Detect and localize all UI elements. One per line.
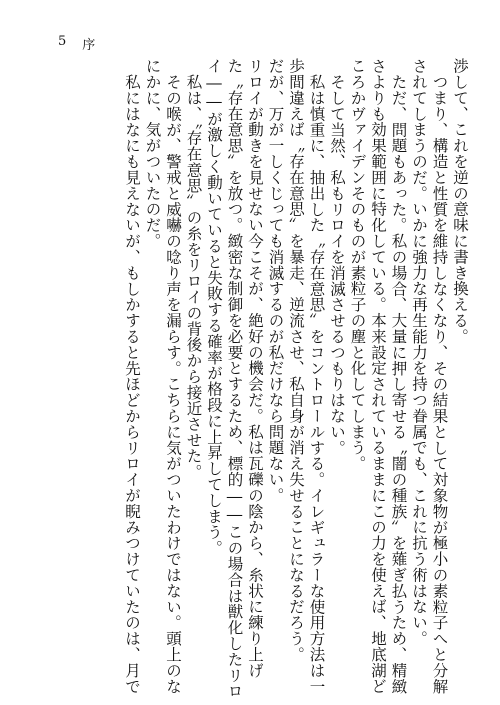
text-column: リロイが動きを見せない今こそが、絶好の機会だ。私は瓦礫の陰から、糸状に練り上げ [246,58,264,679]
text-column: さよりも効果範囲に特化している。本来設定されているままにこの力を使えば、地底湖ど [369,58,387,694]
text-column: にかに、気がついたのだ。 [143,58,162,249]
text-column: だが、万が一しくじっても消滅するのが私だけなら問題ない。 [266,58,285,504]
text-column: イ――が激しく動いていると失敗する確率が格段に上昇してしまう。 [205,58,223,556]
text-column: 私にはなにも見えないが、もしかすると先ほどからリロイが睨みつけていたのは、月で [123,73,141,694]
text-column: ころかヴァイデンそのものが素粒子の塵と化してしまう。 [348,58,367,472]
running-header [58,34,97,53]
text-column: 歩間違えば〝存在意思〟を暴走、逆流させ、私自身が消え失せることになるだろう。 [287,58,305,663]
text-column: 渉して、これを逆の意味に書き換える。 [451,58,469,345]
text-column: 私は慎重に、抽出した〝存在意思〟をコントロールする。イレギュラーな使用方法は一 [307,73,326,694]
text-column: その喉が、警戒と威嚇の唸り声を漏らす。こちらに気がついたわけではない。頭上のな [164,73,182,694]
chapter-title: 序 [82,38,98,53]
text-column: つまり、構造と性質を維持しなくなり、その結果として対象物が極小の素粒子へと分解 [430,73,449,694]
vertical-text-body [122,58,471,699]
text-column: ただ、問題もあった。私の場合、大量に押し寄せる〝闇の種族〟を薙ぎ払うため、精緻 [389,73,408,694]
page-number: 5 [58,34,69,49]
text-column: されてしまうのだ。いかに強力な再生能力を持つ眷属でも、これに抗う術はない。 [410,58,428,647]
text-column: た〝存在意思〟を放つ。緻密な制御を必要とするため、標的――この場合は獣化したリロ [225,58,244,699]
text-column: そして当然、私もリロイを消滅させるつもりはない。 [328,73,346,456]
text-column: 私は、〝存在意思〟の糸をリロイの背後から接近させた。 [184,73,203,480]
